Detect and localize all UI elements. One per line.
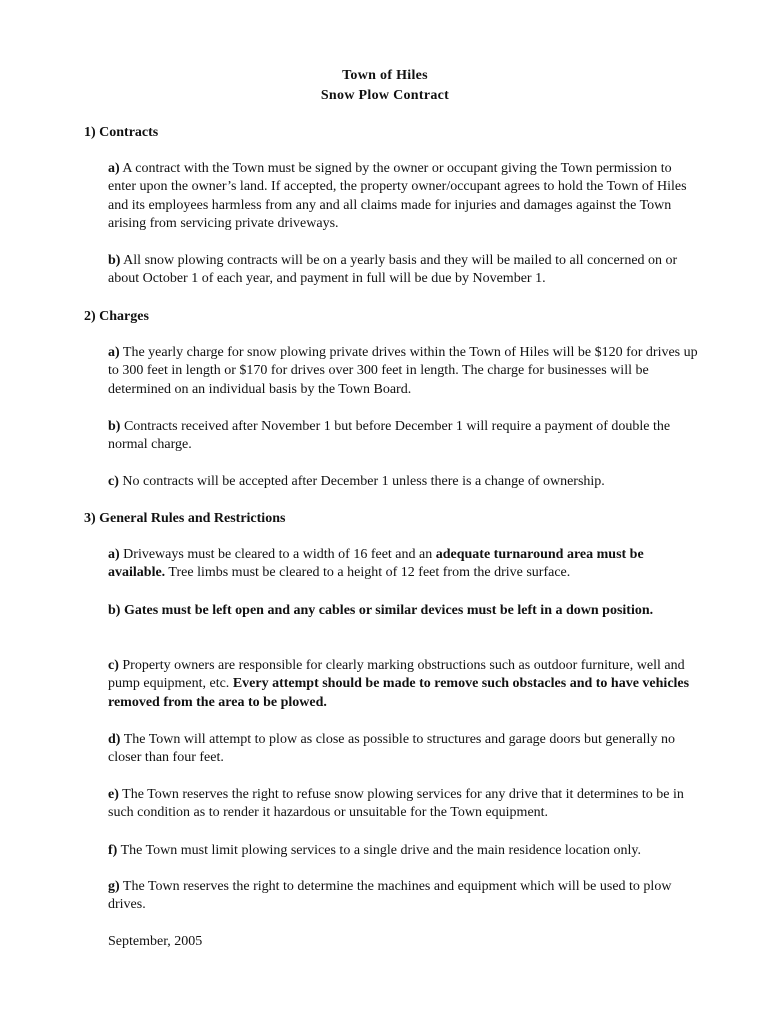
clause-text: The Town reserves the right to refuse snow plowing services for any drive that it determines to be in such condition as to render it hazardous or unsuitable for the Town equipment.	[108, 787, 684, 821]
clause-label: e)	[108, 787, 119, 802]
clause-text-continued: Tree limbs must be cleared to a height of 12 feet from the drive surface.	[165, 565, 571, 581]
clause-text: Driveways must be cleared to a width of 16 feet and an	[119, 547, 436, 562]
clause-label: d)	[108, 732, 121, 747]
rules-clause-a	[108, 546, 698, 583]
contracts-clause-b	[108, 252, 698, 289]
document-title: Town of Hiles	[342, 68, 428, 83]
clause-label: g)	[108, 879, 120, 894]
section-heading-contracts: 1) Contracts	[84, 125, 159, 140]
clause-bold-text: Gates must be left open and any cables or similar devices must be left in a down position.	[120, 603, 654, 618]
document-date: September, 2005	[108, 934, 203, 949]
charges-clause-a	[108, 344, 698, 399]
clause-text: No contracts will be accepted after December 1 unless there is a change of ownership.	[118, 474, 605, 489]
clause-label: a)	[108, 161, 120, 176]
rules-clause-g	[108, 878, 698, 915]
rules-clause-f	[108, 842, 698, 860]
clause-label: c)	[108, 658, 119, 673]
clause-text: The Town reserves the right to determine the machines and equipment which will be used to plow drives.	[108, 879, 672, 913]
section-heading-charges: 2) Charges	[84, 309, 149, 324]
clause-label: b)	[108, 603, 121, 618]
rules-clause-e	[108, 786, 698, 823]
charges-clause-c	[108, 473, 698, 491]
rules-clause-c	[108, 657, 698, 712]
contracts-clause-a	[108, 160, 698, 234]
clause-label: a)	[108, 547, 120, 562]
clause-bold-text: adequate turnaround area must be available.	[108, 547, 644, 581]
clause-text: Contracts received after November 1 but before December 1 will require a payment of double the normal charge.	[108, 419, 671, 453]
charges-clause-b	[108, 418, 698, 455]
rules-clause-d	[108, 731, 698, 768]
clause-text: The yearly charge for snow plowing private drives within the Town of Hiles will be $120 for drives up to 300 feet in length or $170 for drives over 300 feet in length. The charge for businesses will be determined on an individual basis by the Town Board.	[108, 345, 698, 397]
clause-text: A contract with the Town must be signed by the owner or occupant giving the Town permission to enter upon the owner’s land. If accepted, the property owner/occupant agrees to hold the Town of Hiles and its employees harmless from any and all claims made for injuries and damages against the Town arising from servicing private driveways.	[108, 161, 687, 232]
clause-label: f)	[108, 843, 118, 858]
rules-clause-b	[108, 602, 698, 620]
document-subtitle: Snow Plow Contract	[320, 88, 450, 103]
clause-label: b)	[108, 419, 121, 434]
section-heading-general-rules: 3) General Rules and Restrictions	[84, 511, 286, 526]
clause-bold-text: Every attempt should be made to remove such obstacles and to have vehicles removed from the area to be plowed.	[108, 676, 690, 710]
clause-text: The Town must limit plowing services to a single drive and the main residence location only.	[117, 843, 641, 858]
clause-text: Property owners are responsible for clearly marking obstructions such as outdoor furniture, well and pump equipment, etc.	[108, 658, 685, 692]
clause-label: c)	[108, 474, 119, 489]
clause-text: The Town will attempt to plow as close as possible to structures and garage doors but generally no closer than four feet.	[108, 732, 675, 766]
clause-label: a)	[108, 345, 120, 360]
clause-label: b)	[108, 253, 121, 268]
clause-text: All snow plowing contracts will be on a yearly basis and they will be mailed to all concerned on or about October 1 of each year, and payment in full will be due by November 1.	[108, 253, 678, 287]
